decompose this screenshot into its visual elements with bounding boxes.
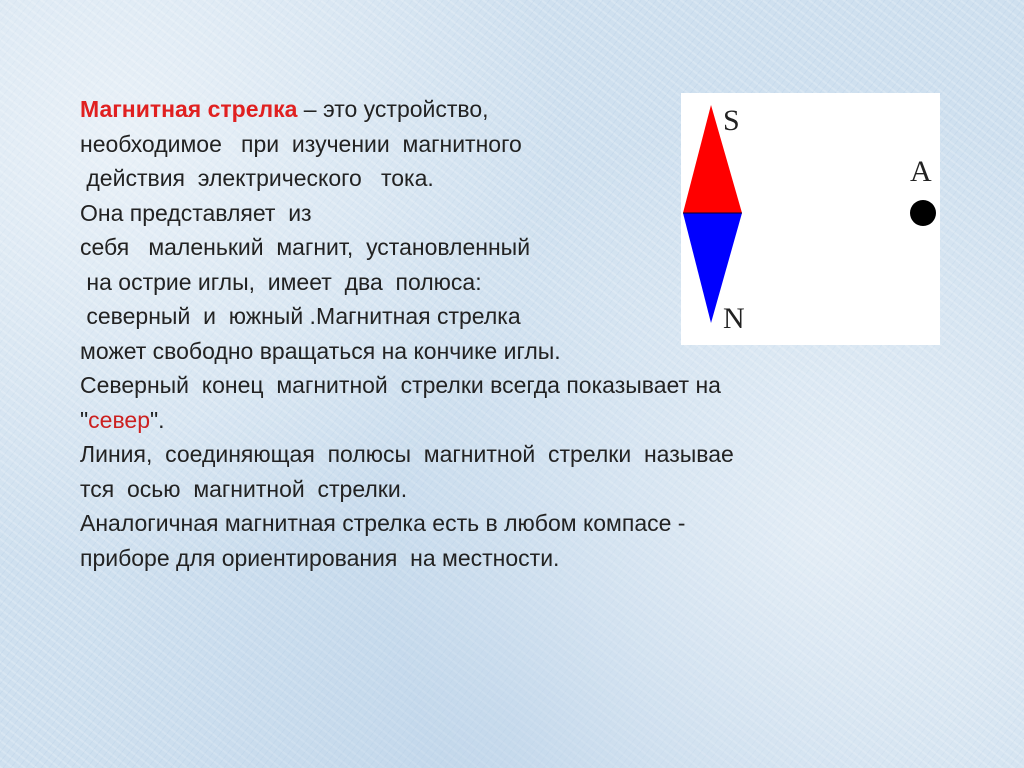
text-line-7: северный и южный .Магнитная стрелка	[80, 303, 521, 329]
text-line-9: Северный конец магнитной стрелки всегда показывает на	[80, 372, 721, 398]
label-a: A	[910, 155, 932, 188]
text-line-8: может свободно вращаться на кончике иглы.	[80, 337, 561, 364]
needle-diagram	[681, 93, 940, 345]
text-line-6: на острие иглы, имеет два полюса:	[80, 268, 482, 295]
highlight-word-north: север	[88, 406, 151, 433]
quote-open: "	[80, 406, 89, 433]
text-line-13: Аналогичная магнитная стрелка есть в любом компасе -	[80, 510, 686, 536]
text-line-3: действия электрического тока.	[80, 165, 434, 191]
term-magnetic-needle: Магнитная стрелка	[80, 96, 298, 122]
label-s: S	[723, 104, 740, 137]
quote-close: ".	[150, 406, 165, 433]
text-line-4: Она представляет из	[80, 199, 312, 226]
text-line-5: себя маленький магнит, установленный	[80, 234, 531, 260]
text-line-2: необходимое при изучении магнитного	[80, 130, 522, 157]
point-a-dot	[910, 200, 936, 226]
text-line-12: тся осью магнитной стрелки.	[80, 475, 408, 502]
text-line-1-rest: – это устройство,	[297, 96, 489, 122]
label-n: N	[723, 302, 745, 335]
magnetic-needle-figure	[681, 93, 940, 345]
text-line-10	[80, 403, 900, 438]
text-line-14: приборе для ориентирования на местности.	[80, 544, 560, 571]
text-line-11: Линия, соединяющая полюсы магнитной стрелки называе	[80, 441, 734, 467]
